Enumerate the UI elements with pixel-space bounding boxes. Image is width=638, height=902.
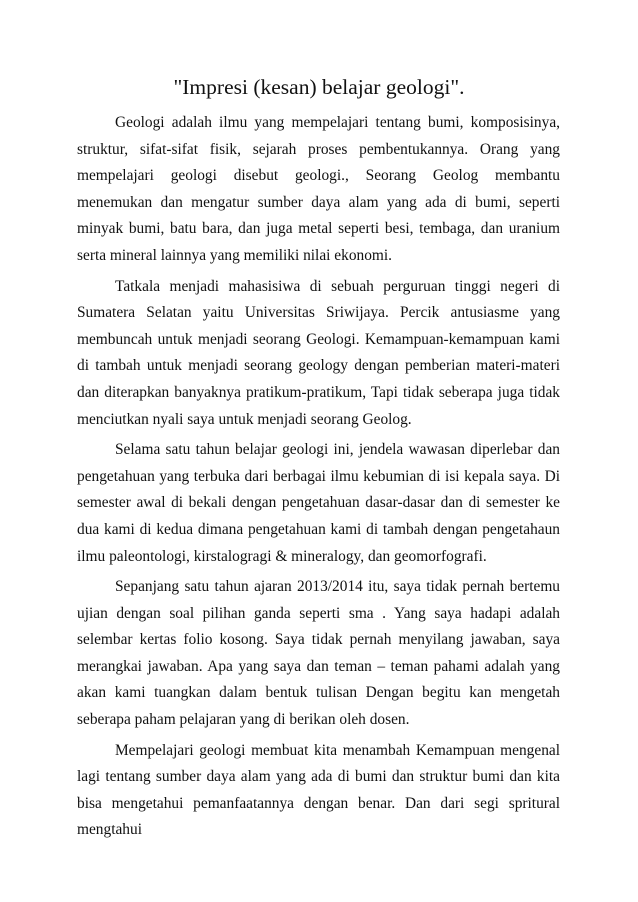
paragraph-1: Geologi adalah ilmu yang mempelajari tentang bumi, komposisinya, struktur, sifat-sifat fisik, sejarah proses pembentukannya. Orang yang mempelajari geologi disebut geologi., Seorang Geolog membantu menemukan dan mengatur sumber daya alam yang ada di bumi, seperti minyak bumi, batu bara, dan juga metal seperti besi, tembaga, dan uranium serta mineral lainnya yang memiliki nilai ekonomi. (77, 114, 560, 264)
paragraph-4: Sepanjang satu tahun ajaran 2013/2014 itu, saya tidak pernah bertemu ujian dengan soal pilihan ganda seperti sma . Yang saya hadapi adalah selembar kertas folio kosong. Saya tidak pernah menyilang jawaban, saya merangkai jawaban. Apa yang saya dan teman – teman pahami adalah yang akan kami tuangkan dalam bentuk tulisan Dengan begitu kan mengetah seberapa paham pelajaran yang di berikan oleh dosen. (77, 578, 560, 729)
document-title: "Impresi (kesan) belajar geologi". (173, 75, 465, 99)
paragraph-3: Selama satu tahun belajar geologi ini, jendela wawasan diperlebar dan pengetahuan yang terbuka dari berbagai ilmu kebumian di isi kepala saya. Di semester awal di bekali dengan pengetahuan dasar-dasar dan di semester ke dua kami di kedua dimana pengetahuan kami di tambah dengan pengetahaun ilmu paleontologi, kirstalogragi & mineralogy, dan geomorfografi. (77, 441, 560, 565)
document-body (77, 110, 560, 848)
paragraph-5: Mempelajari geologi membuat kita menambah Kemampuan mengenal lagi tentang sumber daya alam yang ada di bumi dan struktur bumi dan kita bisa mengetahui pemanfaatannya dengan benar. Dan dari segi spritural mengtahui (77, 741, 560, 839)
paragraph-2: Tatkala menjadi mahasisiwa di sebuah perguruan tinggi negeri di Sumatera Selatan yaitu Universitas Sriwijaya. Percik antusiasme yang membuncah untuk menjadi seorang Geologi. Kemampuan-kemampuan kami di tambah untuk menjadi seorang geology dengan pemberian materi-materi dan diterapkan banyaknya pratikum-pratikum, Tapi tidak seberapa juga tidak menciutkan nyali saya untuk menjadi seorang Geolog. (77, 277, 560, 428)
